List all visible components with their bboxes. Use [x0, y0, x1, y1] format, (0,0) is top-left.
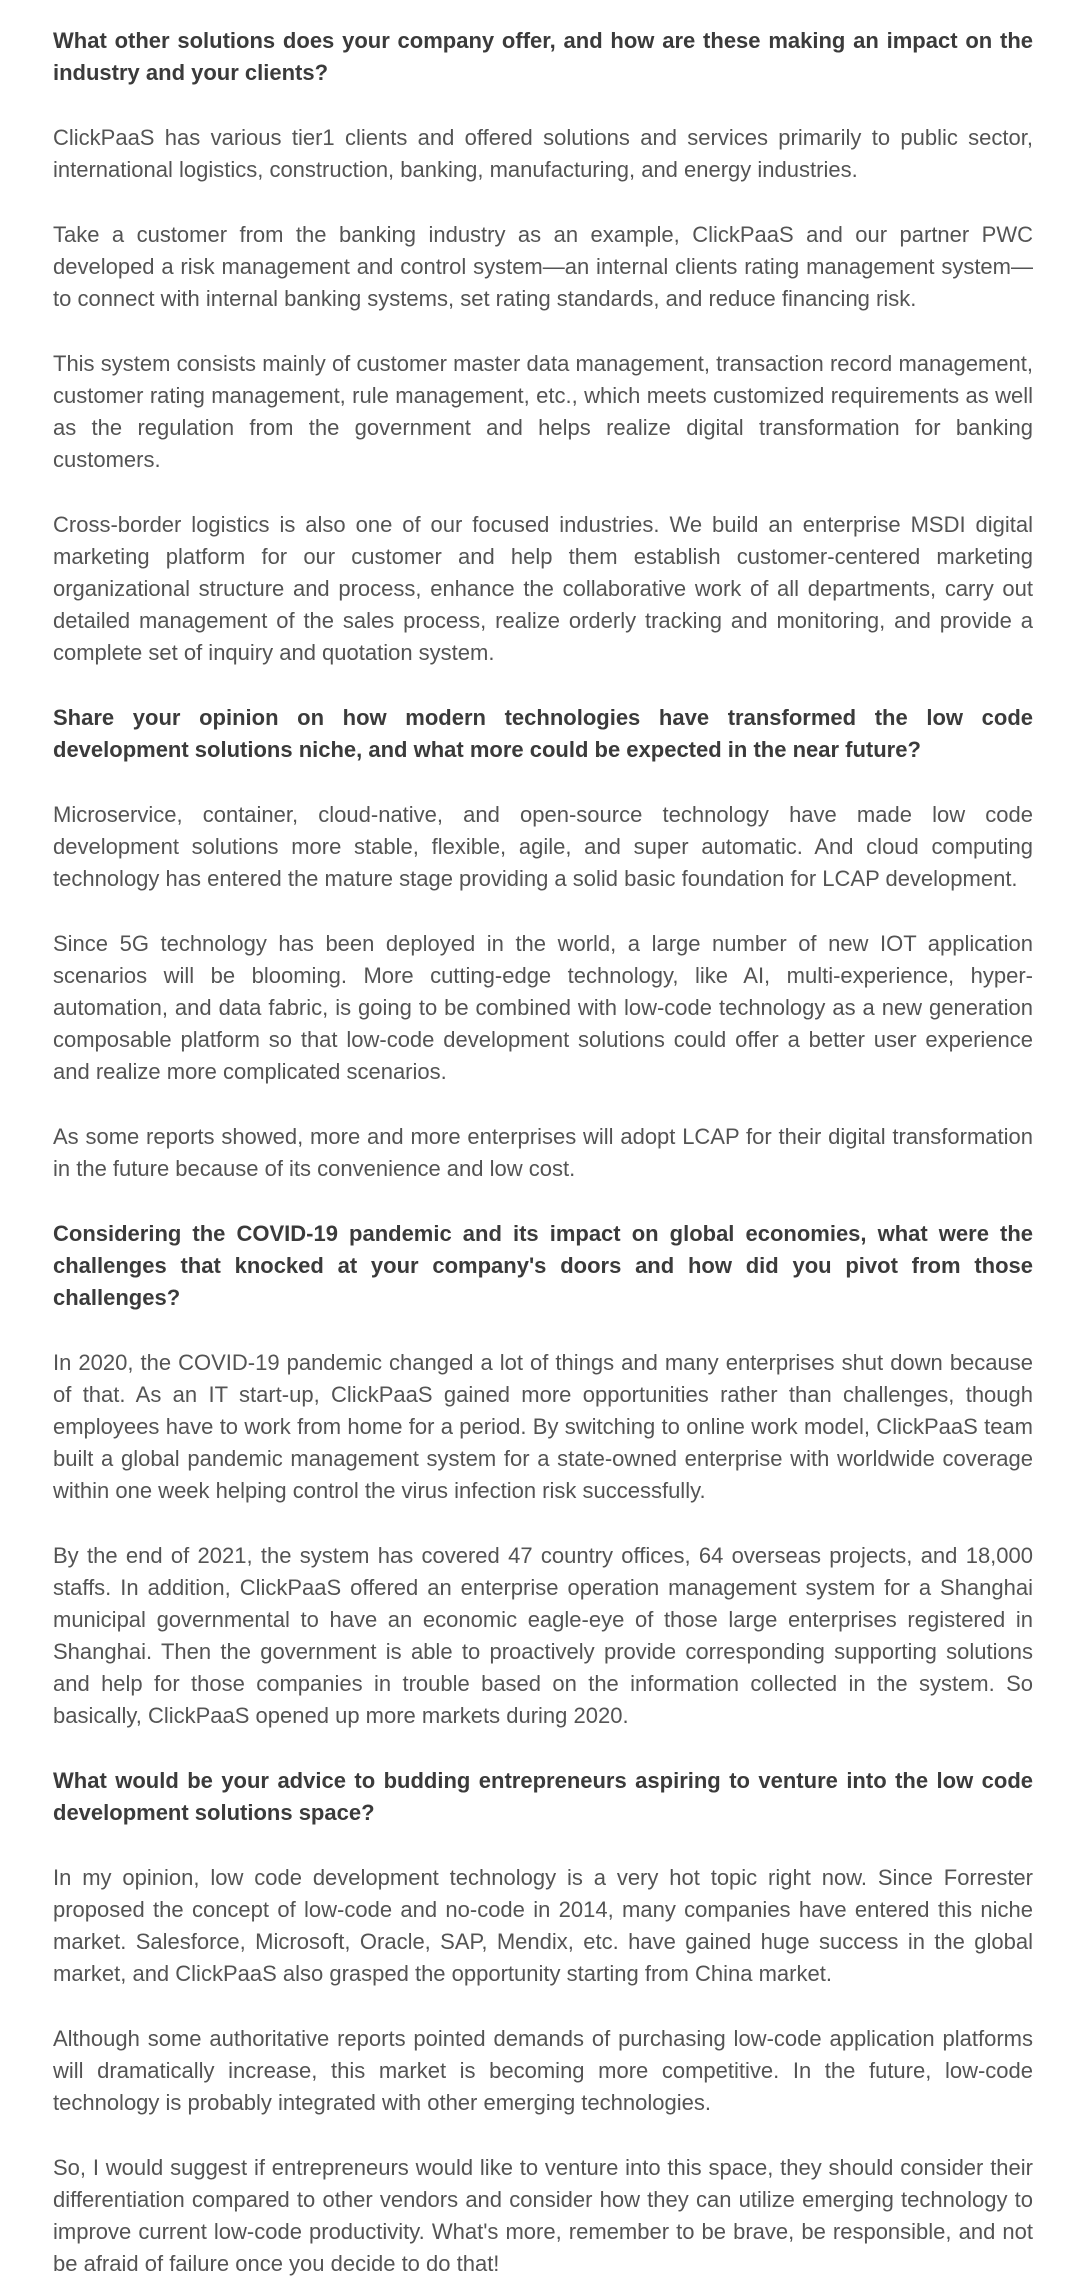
interview-answer-paragraph: ClickPaaS has various tier1 clients and offered solutions and services primarily to public sector, international logistics, construction, banking, manufacturing, and energy industries.: [53, 125, 1033, 182]
interview-answer-paragraph: Although some authoritative reports pointed demands of purchasing low-code application platforms will dramatically increase, this market is becoming more competitive. In the future, low-code technology is probably integrated with other emerging technologies.: [53, 2026, 1033, 2115]
interview-answer-paragraph: Cross-border logistics is also one of our focused industries. We build an enterprise MSDI digital marketing platform for our customer and help them establish customer-centered marketing organizational structure and process, enhance the collaborative work of all departments, carry out detailed management of the sales process, realize orderly tracking and monitoring, and provide a complete set of inquiry and quotation system.: [53, 512, 1033, 665]
interview-answer-paragraph: In my opinion, low code development technology is a very hot topic right now. Since Forrester proposed the concept of low-code and no-code in 2014, many companies have entered this niche market. Salesforce, Microsoft, Oracle, SAP, Mendix, etc. have gained huge success in the global market, and ClickPaaS also grasped the opportunity starting from China market.: [53, 1865, 1033, 1986]
interview-question: Considering the COVID-19 pandemic and its impact on global economies, what were the challenges that knocked at your company's doors and how did you pivot from those challenges?: [53, 1221, 1033, 1310]
interview-question: What would be your advice to budding entrepreneurs aspiring to venture into the low code development solutions space?: [53, 1768, 1033, 1825]
interview-answer-paragraph: As some reports showed, more and more enterprises will adopt LCAP for their digital transformation in the future because of its convenience and low cost.: [53, 1124, 1033, 1181]
interview-answer-paragraph: So, I would suggest if entrepreneurs would like to venture into this space, they should consider their differentiation compared to other vendors and consider how they can utilize emerging technology to improve current low-code productivity. What's more, remember to be brave, be responsible, and not be afraid of failure once you decide to do that!: [53, 2155, 1033, 2276]
interview-question: What other solutions does your company offer, and how are these making an impact on the industry and your clients?: [53, 28, 1033, 85]
interview-answer-paragraph: In 2020, the COVID-19 pandemic changed a lot of things and many enterprises shut down because of that. As an IT start-up, ClickPaaS gained more opportunities rather than challenges, though employees have to work from home for a period. By switching to online work model, ClickPaaS team built a global pandemic management system for a state-owned enterprise with worldwide coverage within one week helping control the virus infection risk successfully.: [53, 1350, 1033, 1503]
interview-question: Share your opinion on how modern technologies have transformed the low code development solutions niche, and what more could be expected in the near future?: [53, 705, 1033, 762]
interview-answer-paragraph: Since 5G technology has been deployed in the world, a large number of new IOT application scenarios will be blooming. More cutting-edge technology, like AI, multi-experience, hyper-automation, and data fabric, is going to be combined with low-code technology as a new generation composable platform so that low-code development solutions could offer a better user experience and realize more complicated scenarios.: [53, 931, 1033, 1084]
interview-answer-paragraph: Microservice, container, cloud-native, and open-source technology have made low code development solutions more stable, flexible, agile, and super automatic. And cloud computing technology has entered the mature stage providing a solid basic foundation for LCAP development.: [53, 802, 1033, 891]
interview-answer-paragraph: Take a customer from the banking industry as an example, ClickPaaS and our partner PWC developed a risk management and control system—an internal clients rating management system—to connect with internal banking systems, set rating standards, and reduce financing risk.: [53, 222, 1033, 311]
interview-answer-paragraph: This system consists mainly of customer master data management, transaction record management, customer rating management, rule management, etc., which meets customized requirements as well as the regulation from the government and helps realize digital transformation for banking customers.: [53, 351, 1033, 472]
interview-answer-paragraph: By the end of 2021, the system has covered 47 country offices, 64 overseas projects, and 18,000 staffs. In addition, ClickPaaS offered an enterprise operation management system for a Shanghai municipal governmental to have an economic eagle-eye of those large enterprises registered in Shanghai. Then the government is able to proactively provide corresponding supporting solutions and help for those companies in trouble based on the information collected in the system. So basically, ClickPaaS opened up more markets during 2020.: [53, 1543, 1033, 1728]
